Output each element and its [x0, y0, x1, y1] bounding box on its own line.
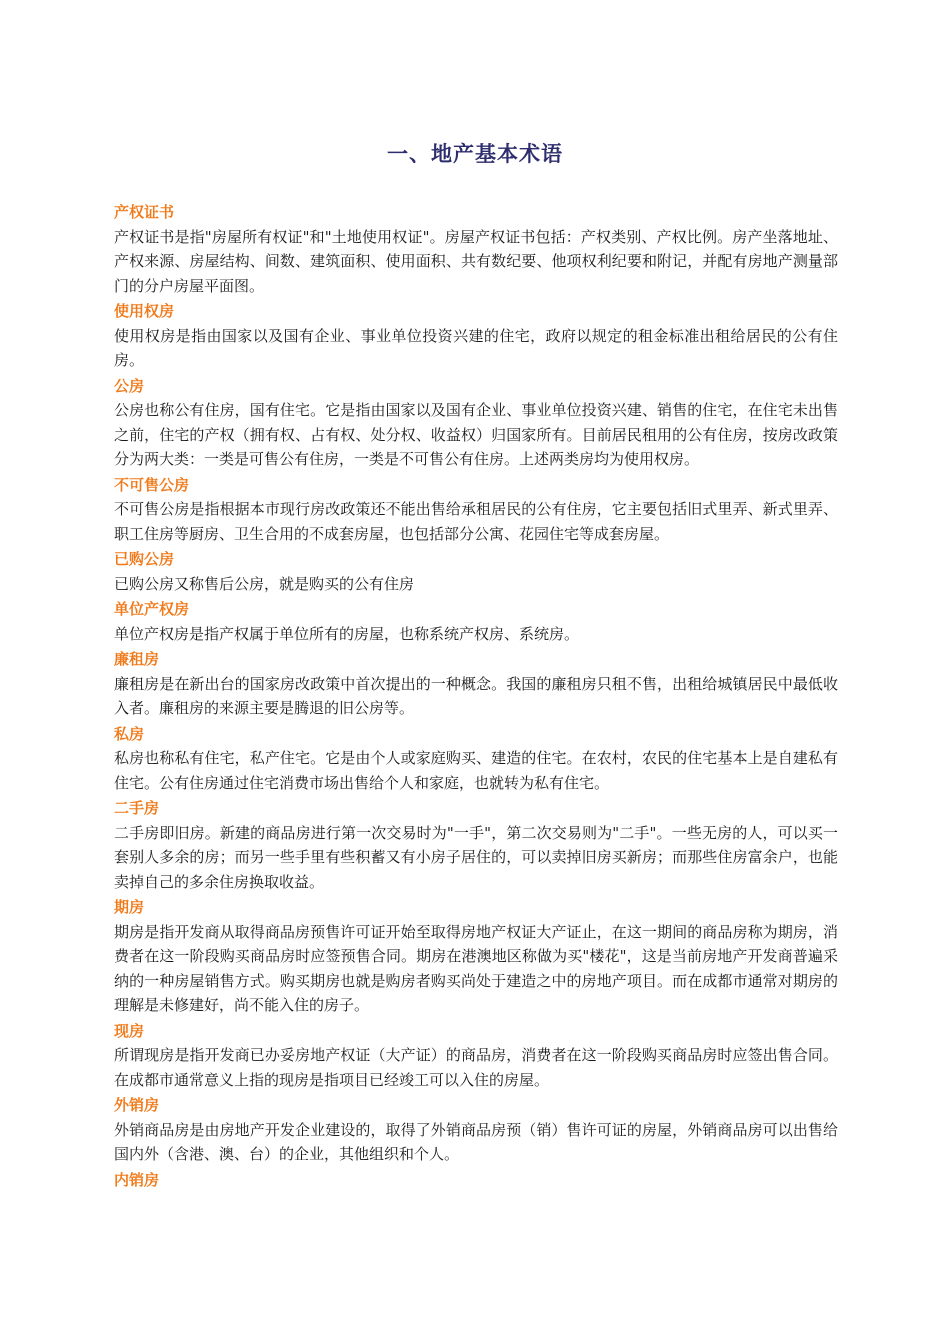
term-definition: 期房是指开发商从取得商品房预售许可证开始至取得房地产权证大产证止，在这一期间的商品房称为期房，消费者在这一阶段购买商品房时应签预售合同。期房在港澳地区称做为买"楼花"，这是当前房地产开发商普遍采纳的一种房屋销售方式。购买期房也就是购房者购买尚处于建造之中的房地产项目。而在成都市通常对期房的理解是未修建好，尚不能入住的房子。	[114, 922, 838, 1014]
term-heading: 内销房	[114, 1170, 160, 1189]
term-heading: 期房	[114, 898, 145, 916]
term-definition: 廉租房是在新出台的国家房改政策中首次提出的一种概念。我国的廉租房只租不售，出租给城镇居民中最低收入者。廉租房的来源主要是腾退的旧公房等。	[114, 674, 838, 717]
term-heading: 现房	[114, 1021, 145, 1040]
term-heading: 廉租房	[114, 650, 160, 668]
term-definition: 不可售公房是指根据本市现行房改政策还不能出售给承租居民的公有住房，它主要包括旧式里弄、新式里弄、职工住房等厨房、卫生合用的不成套房屋，也包括部分公寓、花园住宅等成套房屋。	[114, 500, 838, 543]
term-definition: 产权证书是指"房屋所有权证"和"土地使用权证"。房屋产权证书包括：产权类别、产权比例。房产坐落地址、产权来源、房屋结构、间数、建筑面积、使用面积、共有数纪要、他项权利纪要和附记，并配有房地产测量部门的分户房屋平面图。	[114, 227, 838, 295]
glossary-entry	[114, 473, 838, 547]
glossary-entry	[114, 1019, 838, 1093]
term-definition: 外销商品房是由房地产开发企业建设的，取得了外销商品房预（销）售许可证的房屋，外销商品房可以出售给国内外（含港、澳、台）的企业，其他组织和个人。	[114, 1120, 838, 1163]
term-definition: 二手房即旧房。新建的商品房进行第一次交易时为"一手"，第二次交易则为"二手"。一些无房的人，可以买一套别人多余的房；而另一些手里有些积蓄又有小房子居住的，可以卖掉旧房买新房；而那些住房富余户，也能卖掉自己的多余住房换取收益。	[114, 823, 838, 891]
glossary-entry	[114, 597, 838, 646]
term-definition: 使用权房是指由国家以及国有企业、事业单位投资兴建的住宅，政府以规定的租金标准出租给居民的公有住房。	[114, 326, 838, 369]
glossary-entry	[114, 1168, 838, 1193]
term-heading: 二手房	[114, 799, 160, 817]
term-definition: 已购公房又称售后公房，就是购买的公有住房	[114, 574, 415, 593]
glossary-entry	[114, 1093, 838, 1167]
term-heading: 不可售公房	[114, 475, 190, 494]
term-definition: 公房也称公有住房，国有住宅。它是指由国家以及国有企业、事业单位投资兴建、销售的住宅，在住宅未出售之前，住宅的产权（拥有权、占有权、处分权、收益权）归国家所有。目前居民租用的公有住房，按房改政策分为两大类：一类是可售公有住房，一类是不可售公有住房。上述两类房均为使用权房。	[114, 401, 838, 468]
glossary-entry	[114, 796, 838, 894]
glossary-entry	[114, 299, 838, 373]
term-heading: 产权证书	[114, 203, 175, 221]
term-heading: 已购公房	[114, 550, 175, 568]
glossary-entry	[114, 547, 838, 596]
term-definition: 所谓现房是指开发商已办妥房地产权证（大产证）的商品房，消费者在这一阶段购买商品房时应签出售合同。在成都市通常意义上指的现房是指项目已经竣工可以入住的房屋。	[114, 1046, 838, 1089]
term-definition: 单位产权房是指产权属于单位所有的房屋，也称系统产权房、系统房。	[114, 624, 580, 643]
term-heading: 外销房	[114, 1096, 160, 1114]
glossary-list	[114, 200, 838, 1192]
term-heading: 单位产权房	[114, 600, 190, 618]
term-heading: 使用权房	[114, 302, 175, 320]
term-heading: 公房	[114, 376, 145, 395]
glossary-entry	[114, 647, 838, 721]
term-definition: 私房也称私有住宅，私产住宅。它是由个人或家庭购买、建造的住宅。在农村，农民的住宅基本上是自建私有住宅。公有住房通过住宅消费市场出售给个人和家庭，也就转为私有住宅。	[114, 749, 838, 792]
page-title: 一、地产基本术语	[387, 142, 563, 166]
glossary-entry	[114, 374, 838, 472]
glossary-entry	[114, 722, 838, 796]
term-heading: 私房	[114, 724, 145, 743]
glossary-entry	[114, 200, 838, 298]
glossary-entry	[114, 895, 838, 1018]
